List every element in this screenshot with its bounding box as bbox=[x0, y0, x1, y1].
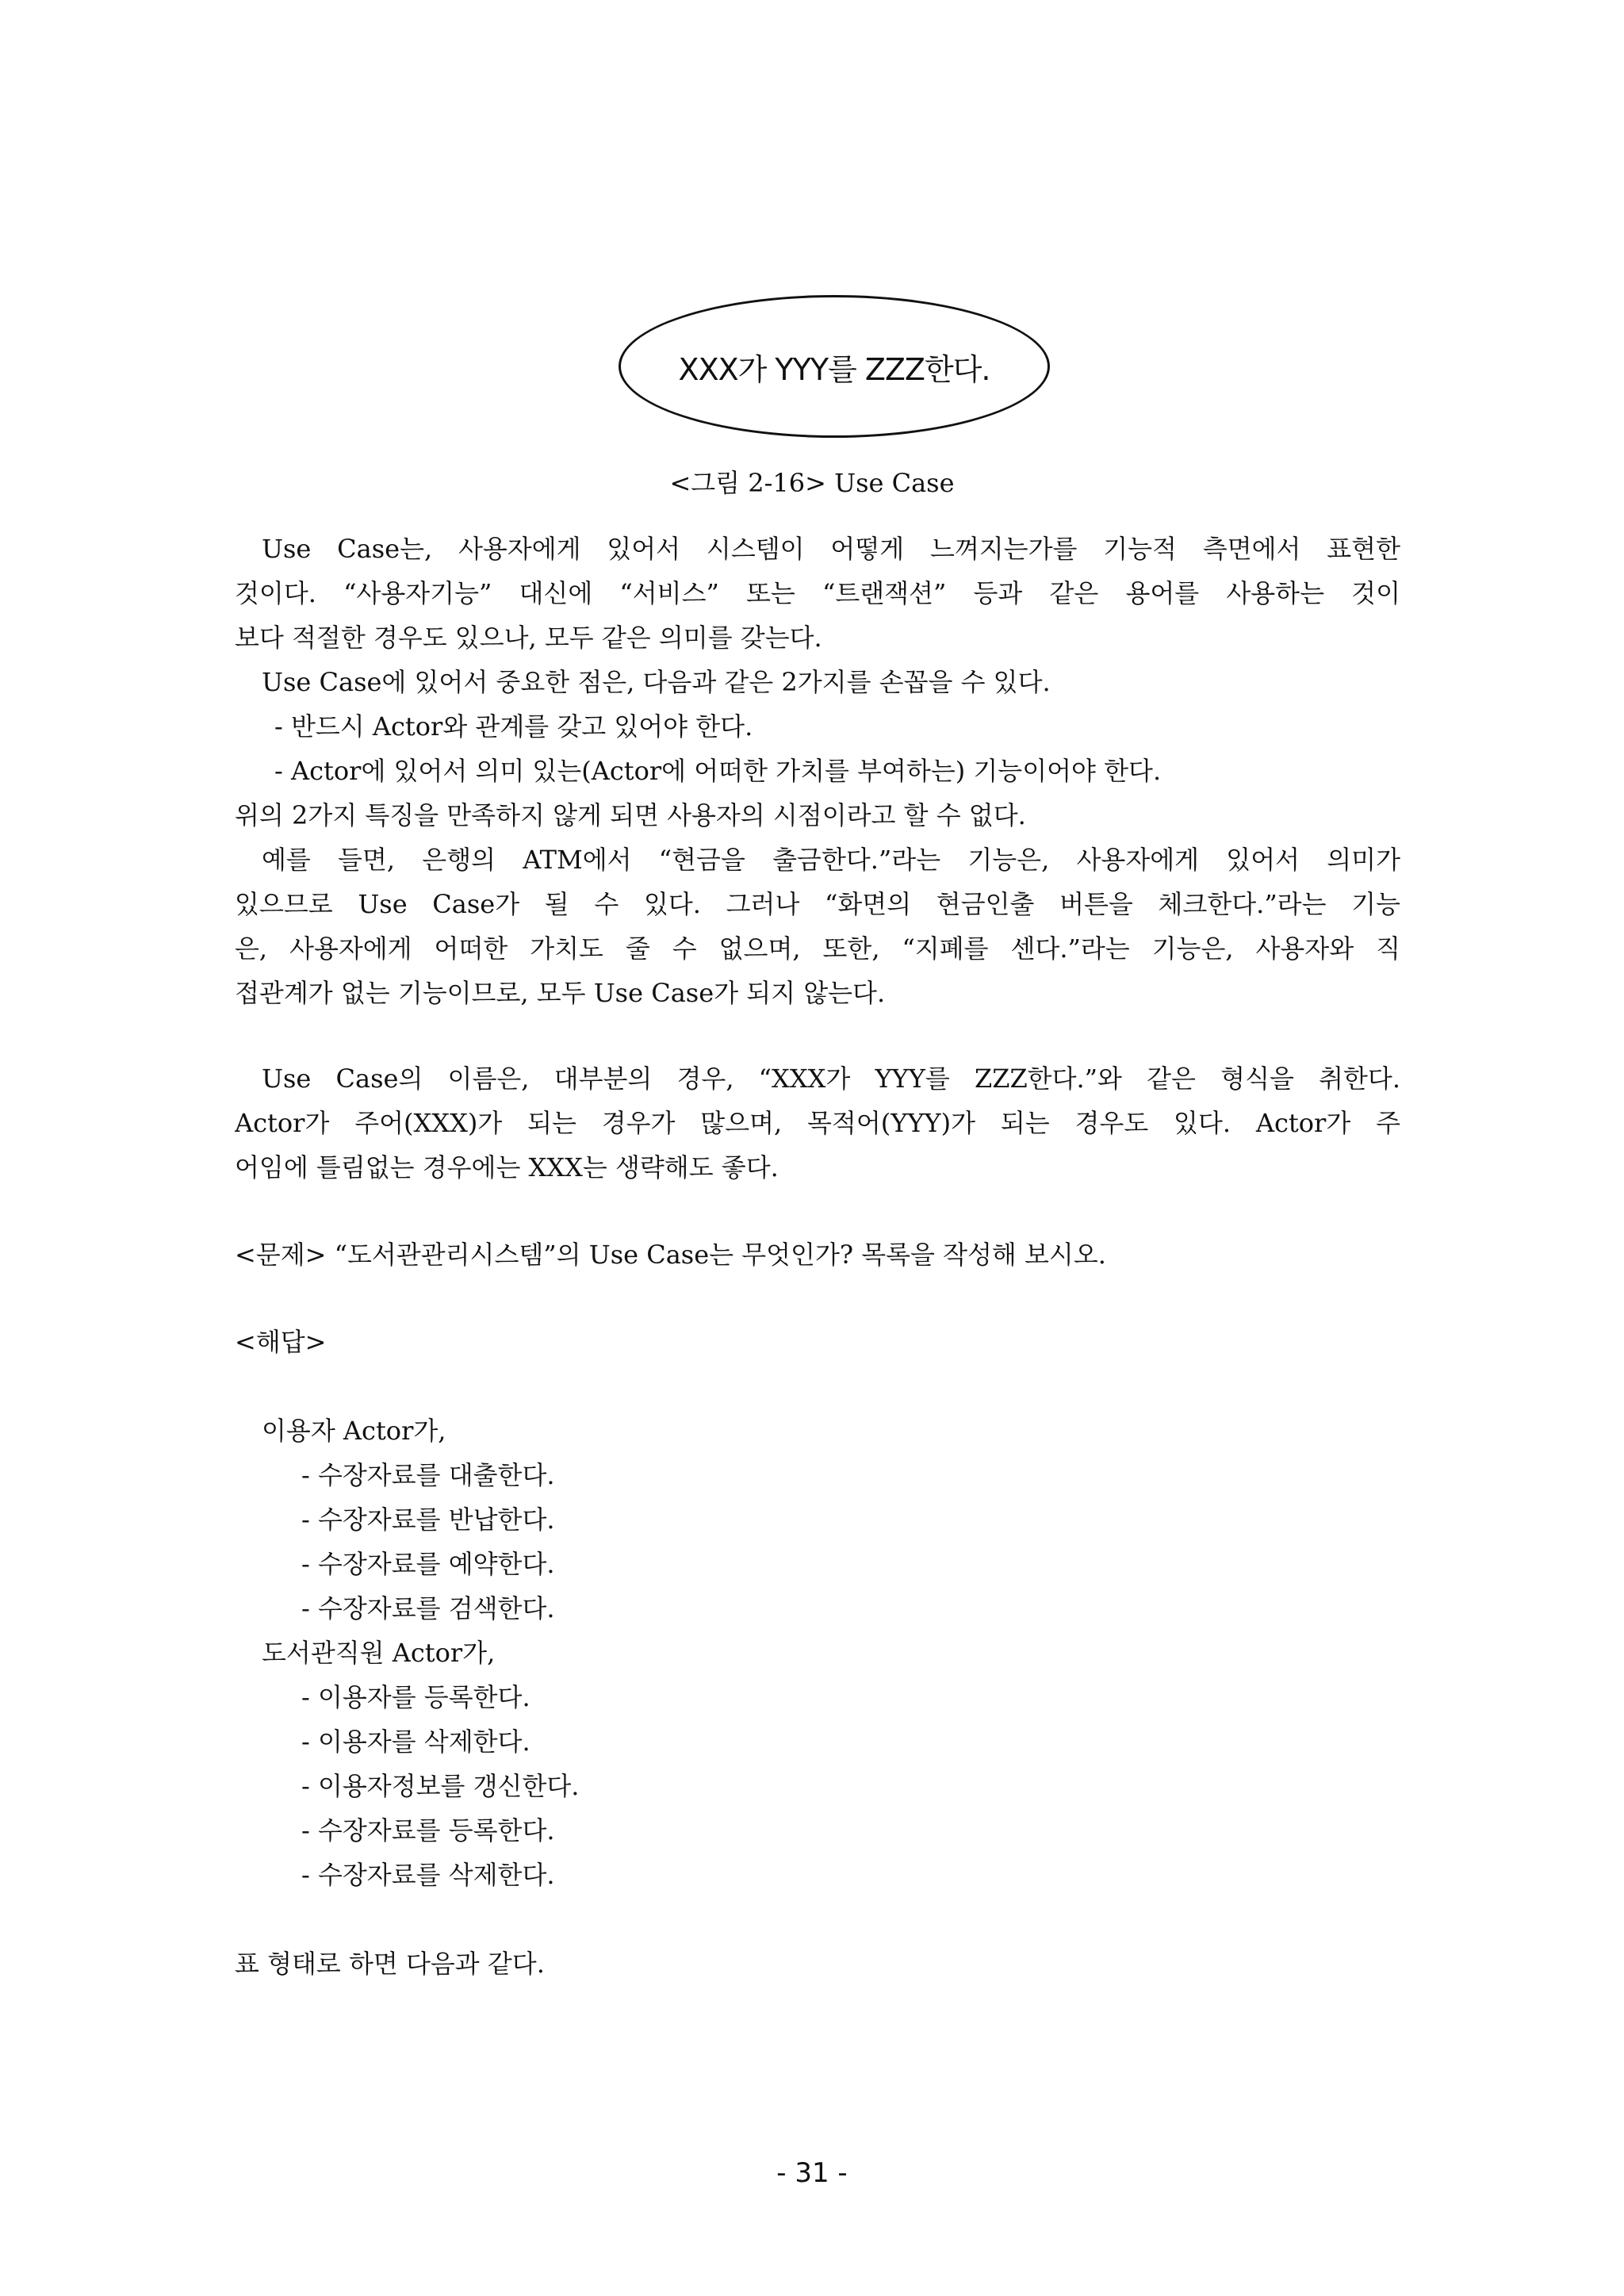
use-case-ellipse bbox=[619, 295, 1050, 438]
p3-line: 위의 2가지 특징을 만족하지 않게 되면 사용자의 시점이라고 할 수 없다. bbox=[235, 800, 1026, 830]
answer-group1-title: 이용자 Actor가, bbox=[262, 1416, 446, 1446]
answer-group2-item-4: - 수장자료를 등록한다. bbox=[301, 1815, 555, 1846]
p1-line-1: Use Case는, 사용자에게 있어서 시스템이 어떻게 느껴지는가를 기능적 측면에서 표현한 bbox=[262, 534, 1400, 564]
answer-group1-item-1: - 수장자료를 대출한다. bbox=[301, 1460, 555, 1490]
figure-caption: <그림 2-16> Use Case bbox=[669, 468, 955, 498]
p5-line-1: Use Case의 이름은, 대부분의 경우, “XXX가 YYY를 ZZZ한다.”와 같은 형식을 취한다. bbox=[262, 1064, 1400, 1094]
answer-group2-item-1: - 이용자를 등록한다. bbox=[301, 1682, 530, 1712]
p2-line: Use Case에 있어서 중요한 점은, 다음과 같은 2가지를 손꼽을 수 있다. bbox=[262, 667, 1051, 697]
p1-line-2: 것이다. “사용자기능” 대신에 “서비스” 또는 “트랜잭션” 등과 같은 용어를 사용하는 것이 bbox=[235, 578, 1400, 608]
answer-label: <해답> bbox=[235, 1327, 327, 1357]
p4-line-2: 있으므로 Use Case가 될 수 있다. 그러나 “화면의 현금인출 버튼을 체크한다.”라는 기능 bbox=[235, 889, 1400, 919]
p5-line-2: Actor가 주어(XXX)가 되는 경우가 많으며, 목적어(YYY)가 되는 경우도 있다. Actor가 주 bbox=[235, 1108, 1400, 1138]
answer-group2-item-2: - 이용자를 삭제한다. bbox=[301, 1727, 530, 1757]
p1-line-3: 보다 적절한 경우도 있으나, 모두 같은 의미를 갖는다. bbox=[235, 623, 822, 653]
answer-group2-item-3: - 이용자정보를 갱신한다. bbox=[301, 1771, 580, 1801]
answer-group1-item-3: - 수장자료를 예약한다. bbox=[301, 1549, 555, 1579]
p5-line-3: 어임에 틀림없는 경우에는 XXX는 생략해도 좋다. bbox=[235, 1152, 779, 1182]
answer-group1-item-4: - 수장자료를 검색한다. bbox=[301, 1593, 555, 1623]
p4-line-4: 접관계가 없는 기능이므로, 모두 Use Case가 되지 않는다. bbox=[235, 978, 886, 1008]
use-case-ellipse-text: XXX가 YYY를 ZZZ한다. bbox=[678, 351, 990, 387]
p4-line-1: 예를 들면, 은행의 ATM에서 “현금을 출금한다.”라는 기능은, 사용자에게 있어서 의미가 bbox=[262, 845, 1400, 875]
question-line: <문제> “도서관관리시스템”의 Use Case는 무엇인가? 목록을 작성해 보시오. bbox=[235, 1240, 1106, 1270]
page-number: - 31 - bbox=[776, 2157, 848, 2189]
answer-group1-item-2: - 수장자료를 반납한다. bbox=[301, 1504, 555, 1535]
p2-item-1: - 반드시 Actor와 관계를 갖고 있어야 한다. bbox=[274, 711, 753, 742]
p2-item-2: - Actor에 있어서 의미 있는(Actor에 어떠한 가치를 부여하는) 기능이어야 한다. bbox=[274, 756, 1162, 786]
p4-line-3: 은, 사용자에게 어떠한 가치도 줄 수 없으며, 또한, “지폐를 센다.”라는 기능은, 사용자와 직 bbox=[235, 933, 1400, 964]
answer-group2-item-5: - 수장자료를 삭제한다. bbox=[301, 1860, 555, 1890]
closing-line: 표 형태로 하면 다음과 같다. bbox=[235, 1949, 545, 1979]
answer-group2-title: 도서관직원 Actor가, bbox=[262, 1638, 496, 1668]
